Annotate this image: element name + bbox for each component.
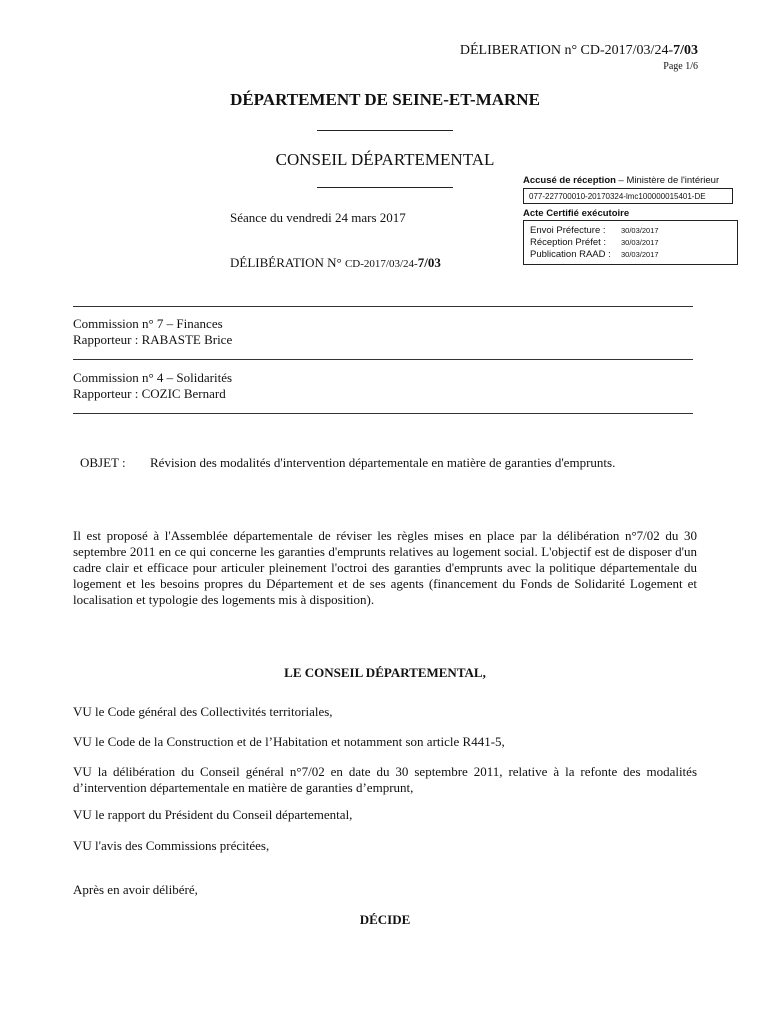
divider [73,306,693,307]
receipt-id-box: 077-227700010-20170324-lmc100000015401-DE [523,188,733,204]
certified-header: Acte Certifié exécutoire [523,208,630,219]
subject-line: OBJET : Révision des modalités d'intervention départementale en matière de garanties d'emprunts. [80,455,616,470]
decide-heading: DÉCIDE [359,912,411,927]
council-title: CONSEIL DÉPARTEMENTAL [150,150,620,188]
council-underline [317,187,453,188]
stamp-row-reception: Réception Préfet : 30/03/2017 [530,237,659,248]
vu-item: VU le rapport du Président du Conseil départemental, [73,807,353,822]
deliberation-number: DÉLIBÉRATION N° CD-2017/03/24-7/03 [230,255,441,270]
divider [73,359,693,360]
vu-item: VU l'avis des Commissions précitées, [73,838,270,853]
stamp-row-envoi: Envoi Préfecture : 30/03/2017 [530,225,659,236]
department-title: DÉPARTEMENT DE SEINE-ET-MARNE [150,90,620,131]
intro-paragraph: Il est proposé à l'Assemblée départementale de réviser les règles mises en place par la délibération n°7/02 du 30 septembre 2011 en ce qui concerne les garanties d'emprunts relatives au logement social. L'objectif est de disposer d'un cadre clair et efficace pour articuler pleinement l'octroi des garanties d'emprunts avec la politique départementale du logement et les besoins propres du Département et de ses agents (financement du Fonds de Solidarité Logement et localisation et typologie des logements mis à disposition). [73,528,697,607]
receipt-header: Accusé de réception – Ministère de l'intérieur [523,175,720,186]
deliberation-reference: DÉLIBERATION n° CD-2017/03/24-7/03 [459,43,698,58]
session-date: Séance du vendredi 24 mars 2017 [230,210,406,225]
certified-dates-box [523,220,738,265]
page-number: Page 1/6 [663,61,698,72]
commission-finances: Commission n° 7 – Finances Rapporteur : RABASTE Brice [73,316,233,347]
vu-item: VU le Code général des Collectivités territoriales, [73,704,333,719]
vu-item: VU la délibération du Conseil général n°7/02 en date du 30 septembre 2011, relative à la refonte des modalités d’intervention départementale en matière de garanties d’emprunt, [73,764,697,795]
divider [73,413,693,414]
after-deliberation: Après en avoir délibéré, [73,882,198,897]
council-heading: LE CONSEIL DÉPARTEMENTAL, [284,665,486,680]
title-underline [317,130,453,131]
commission-solidarites: Commission n° 4 – Solidarités Rapporteur : COZIC Bernard [73,370,233,401]
vu-item: VU le Code de la Construction et de l’Habitation et notamment son article R441-5, [73,734,505,749]
stamp-row-publication: Publication RAAD : 30/03/2017 [530,249,659,260]
